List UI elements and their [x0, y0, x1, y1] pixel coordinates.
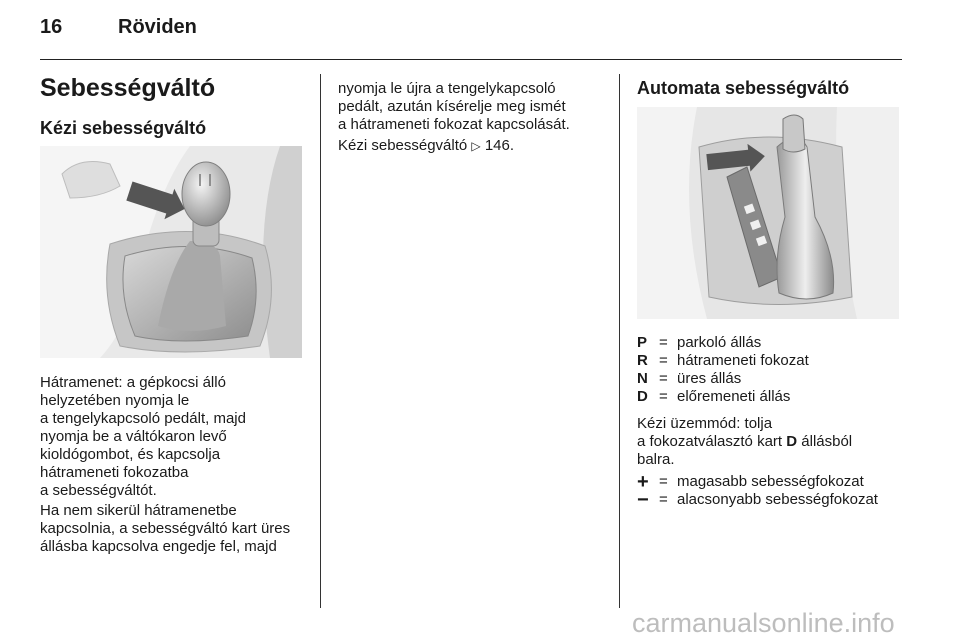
- gear-position-legend: [637, 334, 809, 406]
- column-divider-1: [320, 74, 321, 608]
- legend-row-n: N = üres állás: [637, 370, 742, 387]
- legend-row-plus: + = magasabb sebességfokozat: [637, 471, 864, 493]
- section-title: Röviden: [118, 16, 197, 38]
- automatic-heading: Automata sebességváltó: [637, 78, 850, 98]
- legend-row-r: R = hátrameneti fokozat: [637, 352, 809, 369]
- manual-gearshift-illustration: [40, 146, 302, 358]
- column-divider-2: [619, 74, 620, 608]
- legend-row-minus: − = alacsonyabb sebességfokozat: [637, 489, 878, 511]
- watermark: carmanualsonline.info: [632, 608, 895, 638]
- manual-transmission-reference[interactable]: Kézi sebességváltó ▷ 146.: [338, 137, 515, 154]
- reverse-gear-retry: Ha nem sikerül hátramenetbe kapcsolnia, a sebességváltó kart üres állásba kapcsolva engedje fel, majd: [40, 502, 291, 555]
- page-number: 16: [40, 16, 63, 38]
- main-heading: Sebességváltó: [40, 74, 216, 102]
- minus-icon: −: [637, 489, 649, 511]
- automatic-gearshift-illustration: [637, 107, 899, 319]
- manual-heading: Kézi sebességváltó: [40, 118, 207, 138]
- legend-row-p: P = parkoló állás: [637, 334, 762, 351]
- legend-row-d: D = előremeneti állás: [637, 388, 791, 405]
- plus-icon: +: [637, 471, 649, 493]
- reverse-gear-instructions: Hátramenet: a gépkocsi álló helyzetében nyomja le a tengelykapcsoló pedált, majd nyomja be a váltókaron levő kioldógombot, és kapcsolja hátrameneti fokozatba a sebességváltót.: [40, 374, 246, 499]
- manual-mode-instructions: Kézi üzemmód: tolja a fokozatválasztó kart D állásból balra.: [637, 415, 853, 468]
- header-divider: [40, 59, 902, 60]
- page-reference-icon: ▷: [471, 139, 481, 153]
- reverse-gear-retry-continued: nyomja le újra a tengelykapcsoló pedált, azután kísérelje meg ismét a hátrameneti fokozat kapcsolását.: [338, 80, 570, 133]
- shift-legend: [637, 473, 878, 509]
